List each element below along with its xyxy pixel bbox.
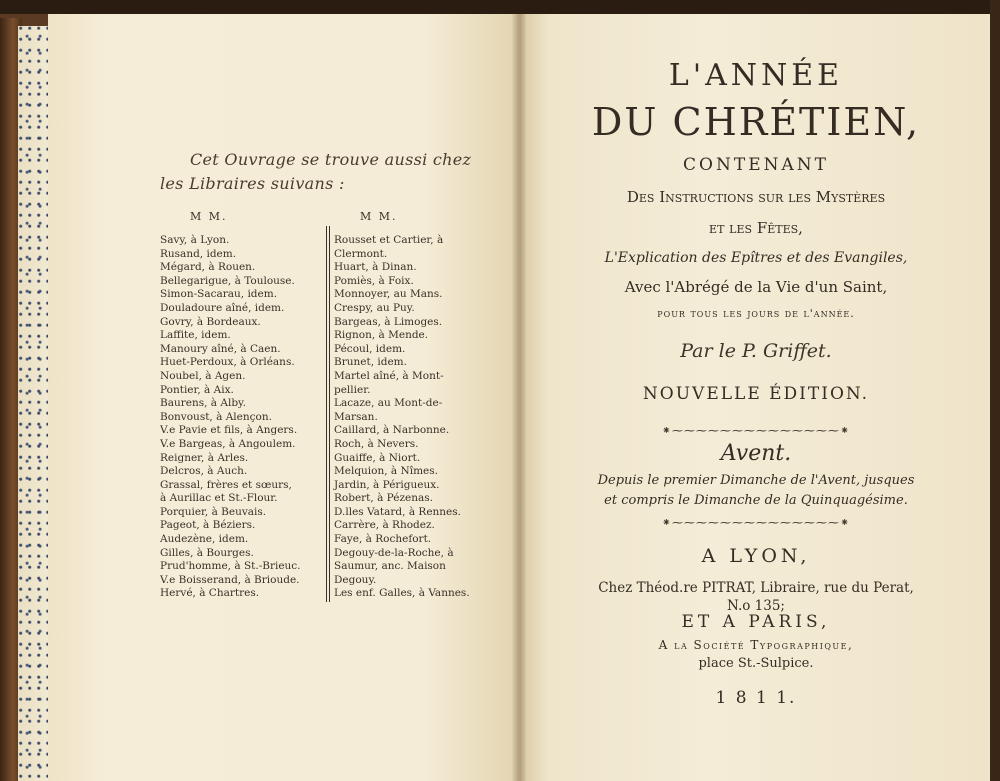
list-item: Bellegarigue, à Toulouse. bbox=[160, 274, 295, 287]
list-item: Baurens, à Alby. bbox=[160, 397, 246, 410]
list-item: Caillard, à Narbonne. bbox=[334, 424, 450, 437]
column-heading-left: M M. bbox=[190, 210, 228, 223]
list-item: Clermont. bbox=[334, 247, 388, 260]
handwritten-note-line1: Cet Ouvrage se trouve aussi chez bbox=[190, 150, 472, 169]
season-description-line2: et compris le Dimanche de la Quinquagésime. bbox=[604, 493, 908, 508]
list-item: Prud'homme, à St.-Brieuc. bbox=[160, 560, 301, 573]
publication-year: 1 8 1 1. bbox=[715, 688, 797, 708]
list-item: Pomiès, à Foix. bbox=[334, 274, 414, 287]
ornament-divider-bottom: ⁕⁓⁓⁓⁓⁓⁓⁓⁓⁓⁓⁓⁓⁓⁓⁕ bbox=[661, 516, 851, 529]
place-paris: ET A PARIS, bbox=[681, 612, 831, 632]
list-item: Simon-Sacarau, idem. bbox=[160, 288, 278, 301]
list-item: Rusand, idem. bbox=[160, 247, 237, 260]
title-line1: L'ANNÉE bbox=[668, 58, 844, 93]
printer-lyon-number: N.o 135; bbox=[727, 598, 785, 614]
bookseller-list-left bbox=[160, 234, 301, 601]
handwritten-note-line2: les Libraires suivans : bbox=[160, 174, 345, 193]
list-item: Pontier, à Aix. bbox=[160, 383, 234, 396]
list-item: Audezène, idem. bbox=[160, 533, 249, 546]
bookseller-list-right bbox=[334, 234, 470, 601]
list-item: Les enf. Galles, à Vannes. bbox=[334, 587, 470, 600]
list-item: Monnoyer, au Mans. bbox=[334, 288, 443, 301]
list-item: Huet-Perdoux, à Orléans. bbox=[160, 356, 295, 369]
list-item: Brunet, idem. bbox=[334, 356, 407, 369]
list-item: Govry, à Bordeaux. bbox=[160, 315, 261, 328]
list-item: Laffite, idem. bbox=[160, 329, 231, 342]
list-item: Huart, à Dinan. bbox=[334, 261, 417, 274]
list-item: Degouy. bbox=[334, 573, 377, 586]
subtitle-contenant: CONTENANT bbox=[683, 155, 829, 175]
list-item: Martel aîné, à Mont- bbox=[334, 369, 444, 382]
place-lyon: A LYON, bbox=[701, 545, 811, 567]
list-item: Rousset et Cartier, à bbox=[334, 234, 444, 246]
list-item: à Aurillac et St.-Flour. bbox=[160, 492, 278, 505]
subtitle-line2: et les Fêtes, bbox=[709, 219, 803, 237]
list-item: Douladoure aîné, idem. bbox=[160, 301, 285, 314]
list-item: Reigner, à Arles. bbox=[160, 451, 249, 464]
title-line2: DU CHRÉTIEN, bbox=[591, 100, 921, 144]
list-item: Delcros, à Auch. bbox=[160, 465, 248, 478]
list-item: Hervé, à Chartres. bbox=[160, 587, 260, 600]
list-item: Saumur, anc. Maison bbox=[334, 560, 446, 573]
list-item: Roch, à Nevers. bbox=[334, 437, 419, 450]
list-item: V.e Bargeas, à Angoulem. bbox=[160, 437, 296, 450]
list-item: V.e Pavie et fils, à Angers. bbox=[160, 424, 298, 437]
subtitle-line3: L'Explication des Epîtres et des Evangiles, bbox=[604, 250, 908, 266]
list-item: Savy, à Lyon. bbox=[160, 234, 230, 246]
author-handwritten: Par le P. Griffet. bbox=[680, 340, 832, 362]
list-item: Gilles, à Bourges. bbox=[160, 546, 254, 559]
list-item: Guaiffe, à Niort. bbox=[334, 451, 421, 464]
list-item: Crespy, au Puy. bbox=[334, 301, 415, 314]
list-item: Noubel, à Agen. bbox=[160, 369, 246, 382]
list-item: Pécoul, idem. bbox=[334, 342, 406, 355]
season-description-line1: Depuis le premier Dimanche de l'Avent, jusques bbox=[597, 473, 915, 488]
subtitle-line4: Avec l'Abrégé de la Vie d'un Saint, bbox=[624, 278, 888, 296]
list-item: Grassal, frères et sœurs, bbox=[160, 478, 292, 491]
list-item: Melquion, à Nîmes. bbox=[334, 465, 438, 478]
list-item: Lacaze, au Mont-de- bbox=[334, 397, 443, 410]
list-item: Robert, à Pézenas. bbox=[334, 492, 433, 505]
background-top bbox=[0, 0, 1000, 14]
list-item: Porquier, à Beuvais. bbox=[160, 505, 267, 518]
list-item: Mégard, à Rouen. bbox=[160, 261, 256, 274]
list-item: Marsan. bbox=[334, 410, 378, 423]
list-item: V.e Boisserand, à Brioude. bbox=[160, 573, 300, 586]
column-heading-right: M M. bbox=[360, 210, 398, 223]
ornament-divider-top: ⁕⁓⁓⁓⁓⁓⁓⁓⁓⁓⁓⁓⁓⁓⁓⁕ bbox=[661, 424, 851, 437]
season-title: Avent. bbox=[720, 441, 792, 466]
printer-lyon: Chez Théod.re PITRAT, Libraire, rue du Perat, bbox=[598, 580, 914, 596]
printer-paris: A la Société Typographique, bbox=[658, 638, 854, 652]
column-divider bbox=[326, 226, 330, 602]
list-item: Jardin, à Périgueux. bbox=[334, 478, 440, 491]
list-item: Faye, à Rochefort. bbox=[334, 533, 432, 546]
page-edge-marbled bbox=[18, 26, 52, 781]
list-item: Rignon, à Mende. bbox=[334, 329, 429, 342]
subtitle-line1: Des Instructions sur les Mystères bbox=[626, 188, 886, 206]
list-item: pellier. bbox=[334, 383, 371, 396]
printer-paris-address: place St.-Sulpice. bbox=[698, 656, 814, 671]
list-item: Pageot, à Béziers. bbox=[160, 519, 256, 532]
list-item: Carrère, à Rhodez. bbox=[334, 519, 435, 532]
list-item: D.lles Vatard, à Rennes. bbox=[334, 505, 461, 518]
list-item: Degouy-de-la-Roche, à bbox=[334, 546, 454, 559]
subtitle-line5: pour tous les jours de l'année. bbox=[657, 307, 855, 320]
list-item: Manoury aîné, à Caen. bbox=[160, 342, 281, 355]
edition-line: NOUVELLE ÉDITION. bbox=[642, 384, 870, 404]
list-item: Bonvoust, à Alençon. bbox=[160, 410, 272, 423]
list-item: Bargeas, à Limoges. bbox=[334, 315, 443, 328]
